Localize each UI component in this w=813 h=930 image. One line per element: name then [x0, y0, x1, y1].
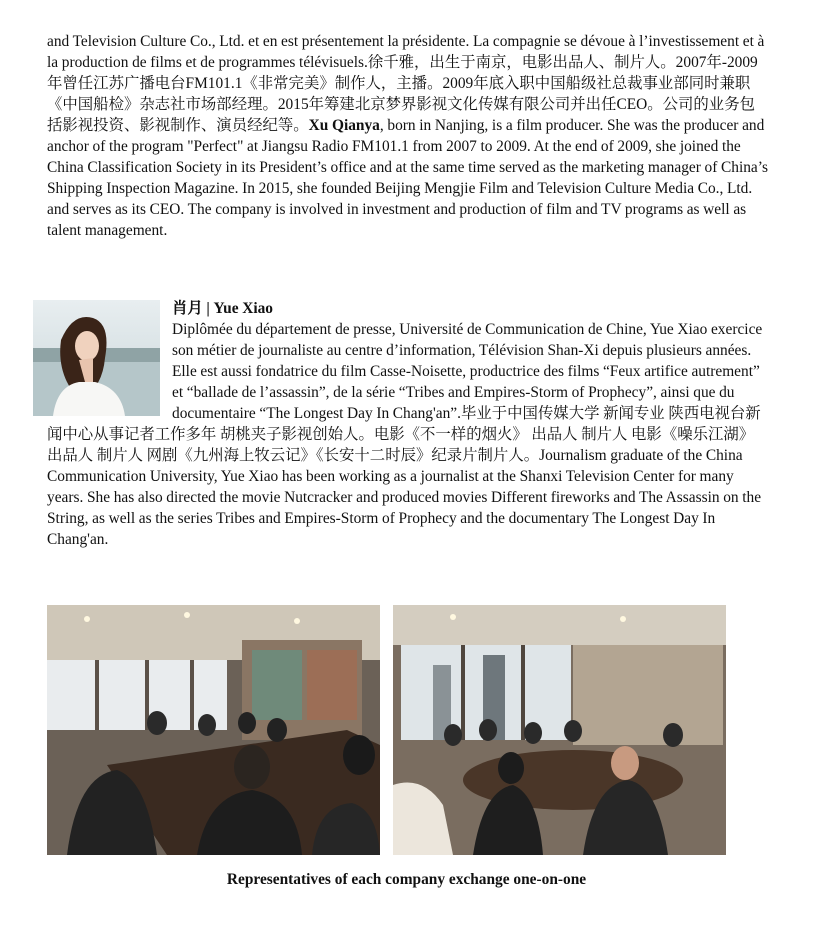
bio-text-intro: and Television Culture Co., Ltd. et en est présentement la présidente. La compagnie se dévoue à l’investissement et à la production de films et de programmes télévisuels.徐千雅，出生于南京，电影出品人、制片人。2007年-2009年曾任江苏广播电台FM101.1《非常完美》制作人，主播。2009年底入职中国船级社总裁事业部同时兼职《中国船检》杂志社市场部经理。2015年筹建北京梦界影视文化传媒有限公司并出任CEO。公司的业务包括影视投资、影视制作、演员经纪等。 [47, 33, 765, 134]
bio-yue-xiao [47, 298, 769, 550]
bio-text-english: , born in Nanjing, is a film producer. She was the producer and anchor of the program "Perfect" at Jiangsu Radio FM101.1 from 2007 to 2009. At the end of 2009, she joined the China Classification Society in its President’s office and at the same time served as the marketing manager of China’s Shipping Inspection Magazine. In 2015, she founded Beijing Mengjie Film and Television Culture Media Co., Ltd. and serves as its CEO. The company is involved in investment and production of film and TV programs as well as talent management. [47, 117, 769, 239]
bio-xu-qianya [47, 31, 769, 241]
yue-xiao-portrait [33, 300, 160, 416]
bio-heading-yue-xiao: 肖月 | Yue Xiao [172, 300, 273, 317]
bio-body-yue-xiao: Diplômée du département de presse, Université de Communication de Chine, Yue Xiao exercice son métier de journaliste au centre d’information, Télévision Shan-Xi depuis plusieurs années. Elle est aussi fondatrice du film Casse-Noisette, productrice des films “Feux artifice autrement” et “ballade de l’assassin”, de la série “Tribes and Empires-Storm of Prophecy”, ainsi que du documentaire “The Longest Day In Chang'an”.毕业于中国传媒大学 新闻专业 陕西电视台新闻中心从事记者工作多年 胡桃夹子影视创始人。电影《不一样的烟火》 出品人 制片人 电影《噪乐江湖》出品人 制片人 网剧《九州海上牧云记》《长安十二时辰》纪录片制片人。Journalism graduate of the China Communication University, Yue Xiao has been working as a journalist at the Shanxi Television Center for many years. She has also directed the movie Nutcracker and produced movies Different fireworks and The Assassin on the String, as well as the series Tribes and Empires-Storm of Prophecy and the documentary The Longest Day In Chang'an. [47, 321, 763, 548]
meeting-photo-right [393, 605, 726, 855]
meeting-photo-left [47, 605, 380, 855]
photo-caption: Representatives of each company exchange one-on-one [226, 871, 587, 888]
bio-name-xu-qianya: Xu Qianya [308, 117, 380, 134]
